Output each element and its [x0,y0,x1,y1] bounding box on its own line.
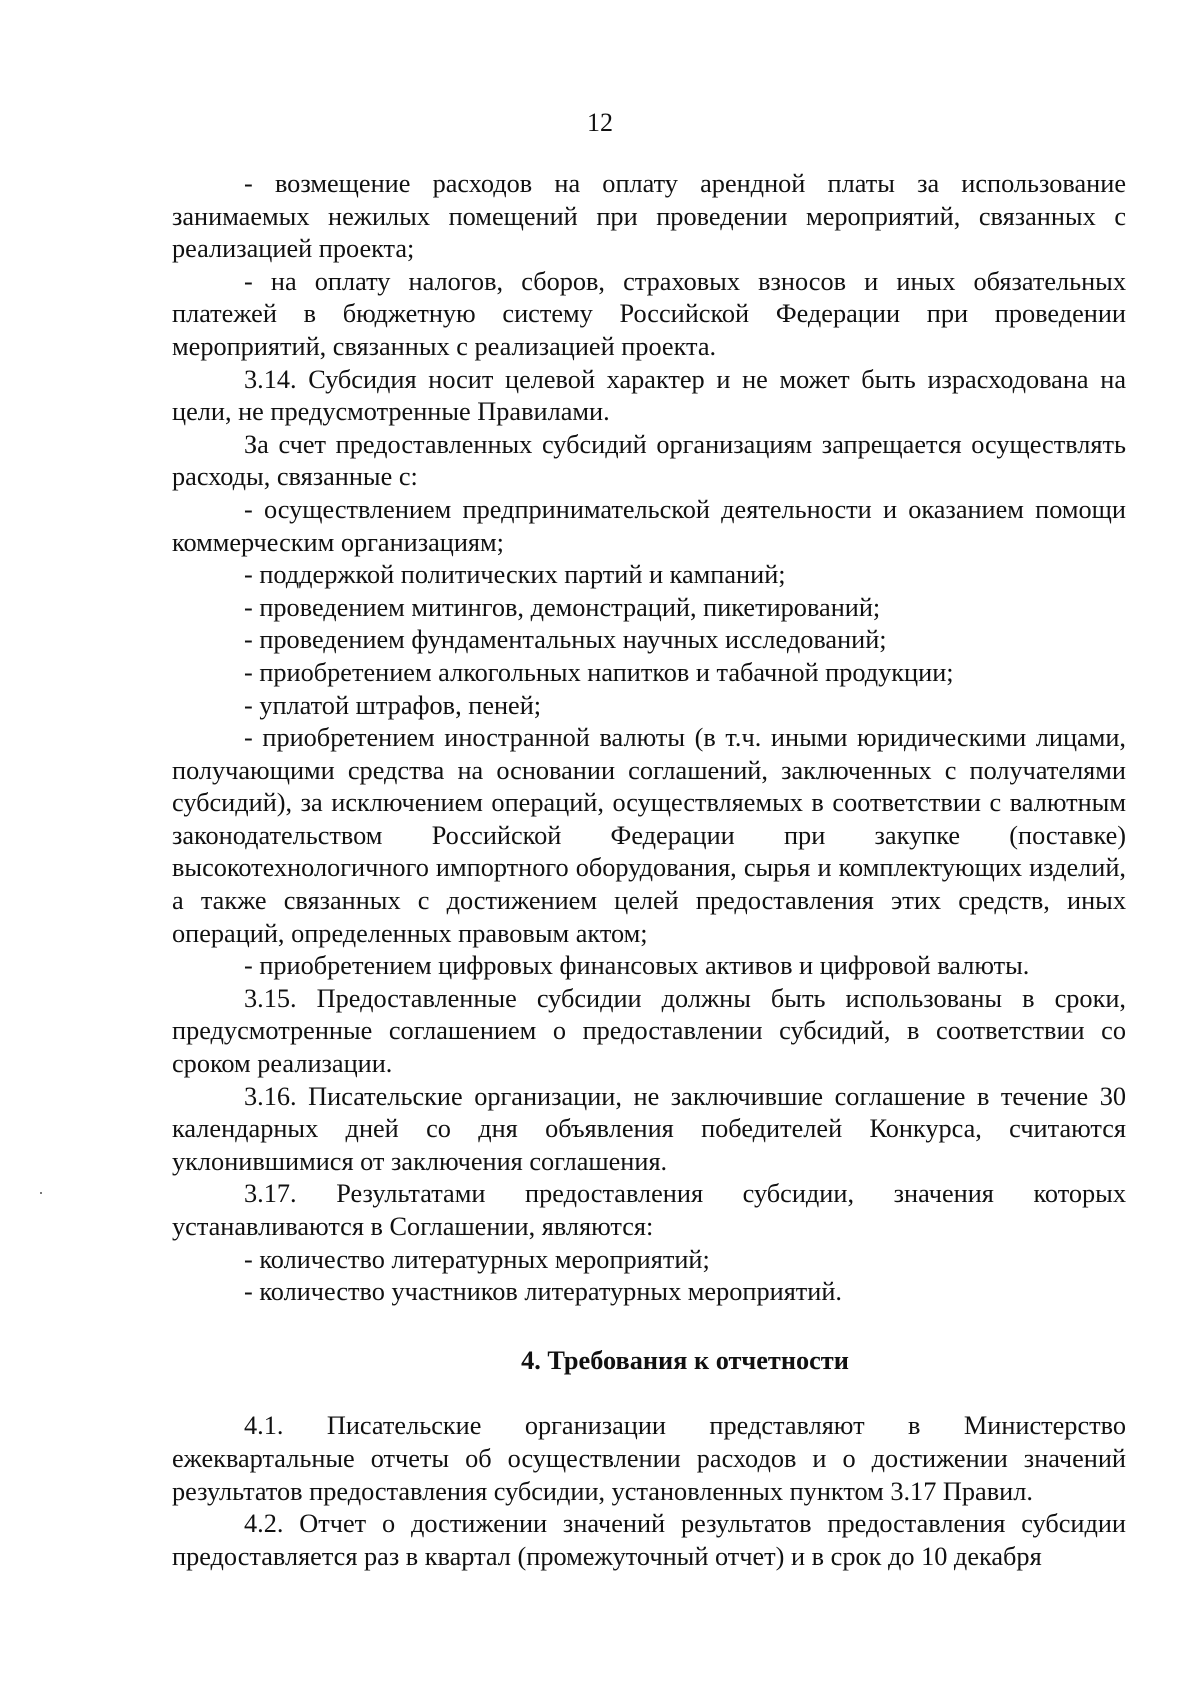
paragraph-4-2: 4.2. Отчет о достижении значений результатов предоставления субсидии предоставляется раз в квартал (промежуточный отчет) и в срок до 10 декабря [172,1509,1126,1571]
list-item-digital-assets: - приобретением цифровых финансовых активов и цифровой валюты. [244,951,1030,981]
list-item-foreign-currency: - приобретением иностранной валюты (в т.ч. иными юридическими лицами, получающими средства на основании соглашений, заключенных с получателями субсидий), за исключением операций, осуществляемых в соответствии с валютным законодательством Российской Федерации при закупке (поставке) высокотехнологичного импортного оборудования, сырья и комплектующих изделий, а также связанных с достижением целей предоставления этих средств, иных операций, определенных правовым актом; [172,723,1126,948]
list-item-political-parties: - поддержкой политических партий и кампаний; [244,560,786,590]
paragraph-3-17: 3.17. Результатами предоставления субсидии, значения которых устанавливаются в Соглашении, являются: [172,1179,1126,1241]
page-number: 12 [587,108,613,137]
list-item-events-count: - количество литературных мероприятий; [244,1244,710,1274]
list-item-entrepreneurship: - осуществлением предпринимательской деятельности и оказанием помощи коммерческим организациям; [172,494,1126,557]
paragraph-4-1: 4.1. Писательские организации представляют в Министерство ежеквартальные отчеты об осуществлении расходов и о достижении значений результатов предоставления субсидии, установленных пунктом 3.17 Правил. [172,1411,1126,1506]
paragraph-prohibited-expenses-intro: За счет предоставленных субсидий организациям запрещается осуществлять расходы, связанные с: [172,429,1126,492]
list-item-rallies: - проведением митингов, демонстраций, пикетирований; [244,592,881,622]
scan-artifact-dot [40,1192,42,1194]
paragraph-taxes-payments: - на оплату налогов, сборов, страховых взносов и иных обязательных платежей в бюджетную систему Российской Федерации при проведении мероприятий, связанных с реализацией проекта. [172,266,1126,361]
paragraph-rent-expenses: - возмещение расходов на оплату арендной платы за использование занимаемых нежилых помещений при проведении мероприятий, связанных с реализацией проекта; [172,169,1126,264]
section-heading: 4. Требования к отчетности [521,1345,849,1375]
paragraph-3-14: 3.14. Субсидия носит целевой характер и не может быть израсходована на цели, не предусмотренные Правилами. [172,364,1126,427]
paragraph-3-15: 3.15. Предоставленные субсидии должны быть использованы в сроки, предусмотренные соглашением о предоставлении субсидий, в соответствии со сроком реализации. [172,983,1126,1079]
list-item-alcohol-tobacco: - приобретением алкогольных напитков и табачной продукции; [244,657,954,687]
list-item-research: - проведением фундаментальных научных исследований; [244,625,887,655]
document-body [172,168,1126,1573]
list-item-fines: - уплатой штрафов, пеней; [244,690,542,720]
paragraph-3-16: 3.16. Писательские организации, не заключившие соглашение в течение 30 календарных дней со дня объявления победителей Конкурса, считаются уклонившимися от заключения соглашения. [172,1081,1126,1176]
list-item-participants-count: - количество участников литературных мероприятий. [244,1277,842,1307]
